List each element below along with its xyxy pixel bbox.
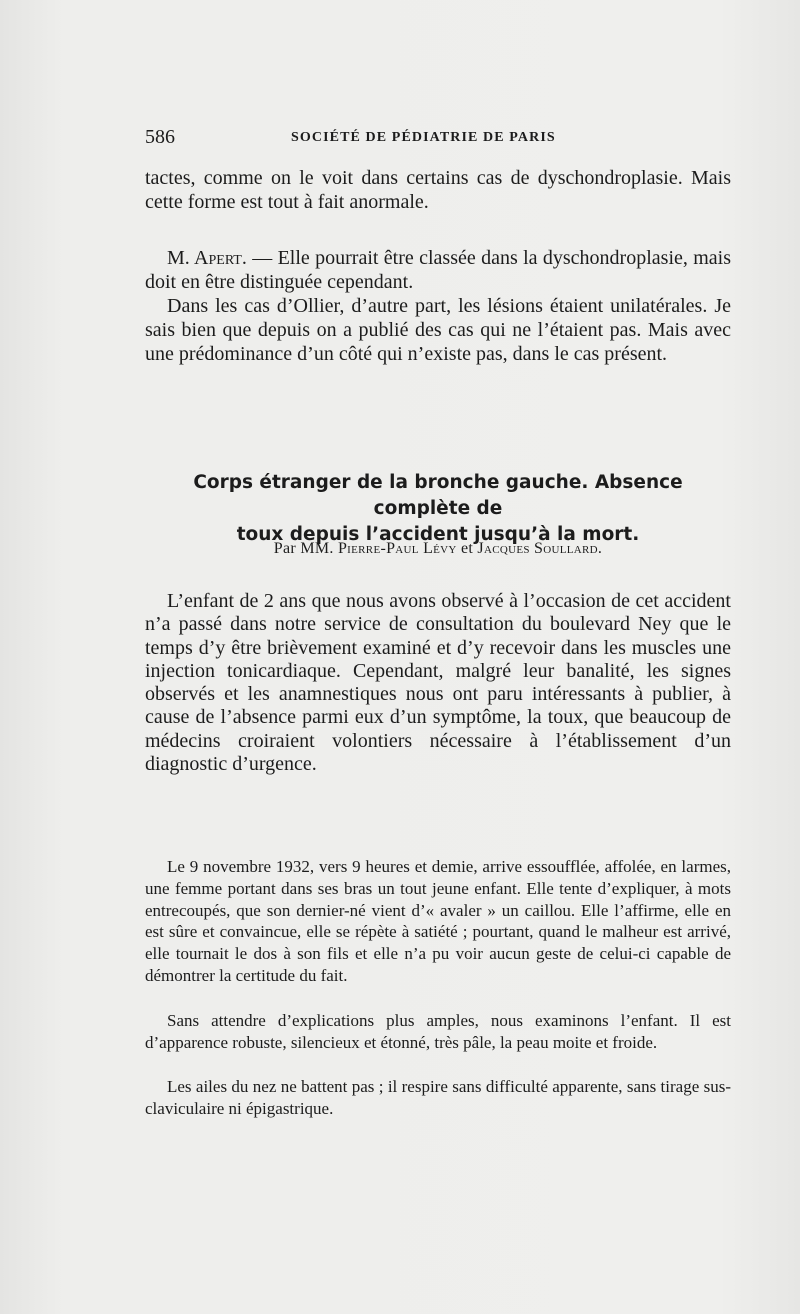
paragraph-examination: Sans attendre d’explications plus amples, nous examinons l’enfant. Il est d’apparence robuste, silencieux et étonné, très pâle, la peau moite et froide.: [145, 1011, 731, 1052]
article-title: [145, 470, 731, 548]
speaker-remark: — Elle pourrait être classée dans la dyschondroplasie, mais doit en être distinguée cependant.: [145, 247, 731, 293]
paragraph-continued: tactes, comme on le voit dans certains cas de dyschondroplasie. Mais cette forme est tout à fait anormale.: [145, 167, 731, 213]
speaker-name: M. Apert.: [167, 247, 247, 269]
paragraph-case-history: Le 9 novembre 1932, vers 9 heures et demie, arrive essoufflée, affolée, en larmes, une femme portant dans ses bras un tout jeune enfant. Elle tente d’expliquer, à mots entrecoupés, que son dernier-né vient d’« avaler » un caillou. Elle l’affirme, elle en est sûre et convaincue, elle se répète à satiété ; pourtant, quand le malheur est arrivé, elle tournait le dos à son fils et elle n’a pu voir aucun geste de celui-ci capable de démontrer la certitude du fait.: [145, 857, 731, 985]
author-name: Pierre-Paul Lévy: [337, 540, 457, 557]
article-title-line-2: toux depuis l’accident jusqu’à la mort.: [236, 524, 640, 545]
running-title: SOCIÉTÉ DE PÉDIATRIE DE PARIS: [291, 130, 556, 145]
article-title-line-1: Corps étranger de la bronche gauche. Absence complète de: [193, 472, 683, 519]
paragraph-breathing: Les ailes du nez ne battent pas ; il respire sans difficulté apparente, sans tirage sus-claviculaire ni épigastrique.: [145, 1077, 731, 1118]
article-authors: [145, 540, 731, 558]
authors-prefix: Par MM.: [273, 540, 338, 557]
authors-conjunction: et: [456, 540, 478, 557]
author-name: Jacques Soullard.: [477, 540, 603, 557]
paragraph-introduction: L’enfant de 2 ans que nous avons observé à l’occasion de cet accident n’a passé dans notre service de consultation du boulevard Ney que le temps d’y être brièvement examiné et d’y recevoir dans les muscles une injection tonicardiaque. Cependant, malgré leur banalité, les signes observés et les anamnestiques nous ont paru intéressants à publier, à cause de l’absence parmi eux d’un symptôme, la toux, que beaucoup de médecins croiraient volontiers nécessaire à l’établissement d’un diagnostic d’urgence.: [145, 590, 731, 776]
paragraph-apert: [145, 246, 731, 294]
page-header: [145, 126, 731, 150]
page-number: 586: [145, 126, 175, 148]
paragraph-ollier: Dans les cas d’Ollier, d’autre part, les lésions étaient unilatérales. Je sais bien que depuis on a publié des cas qui ne l’étaient pas. Mais avec une prédominance d’un côté qui n’existe pas, dans le cas présent.: [145, 295, 731, 365]
